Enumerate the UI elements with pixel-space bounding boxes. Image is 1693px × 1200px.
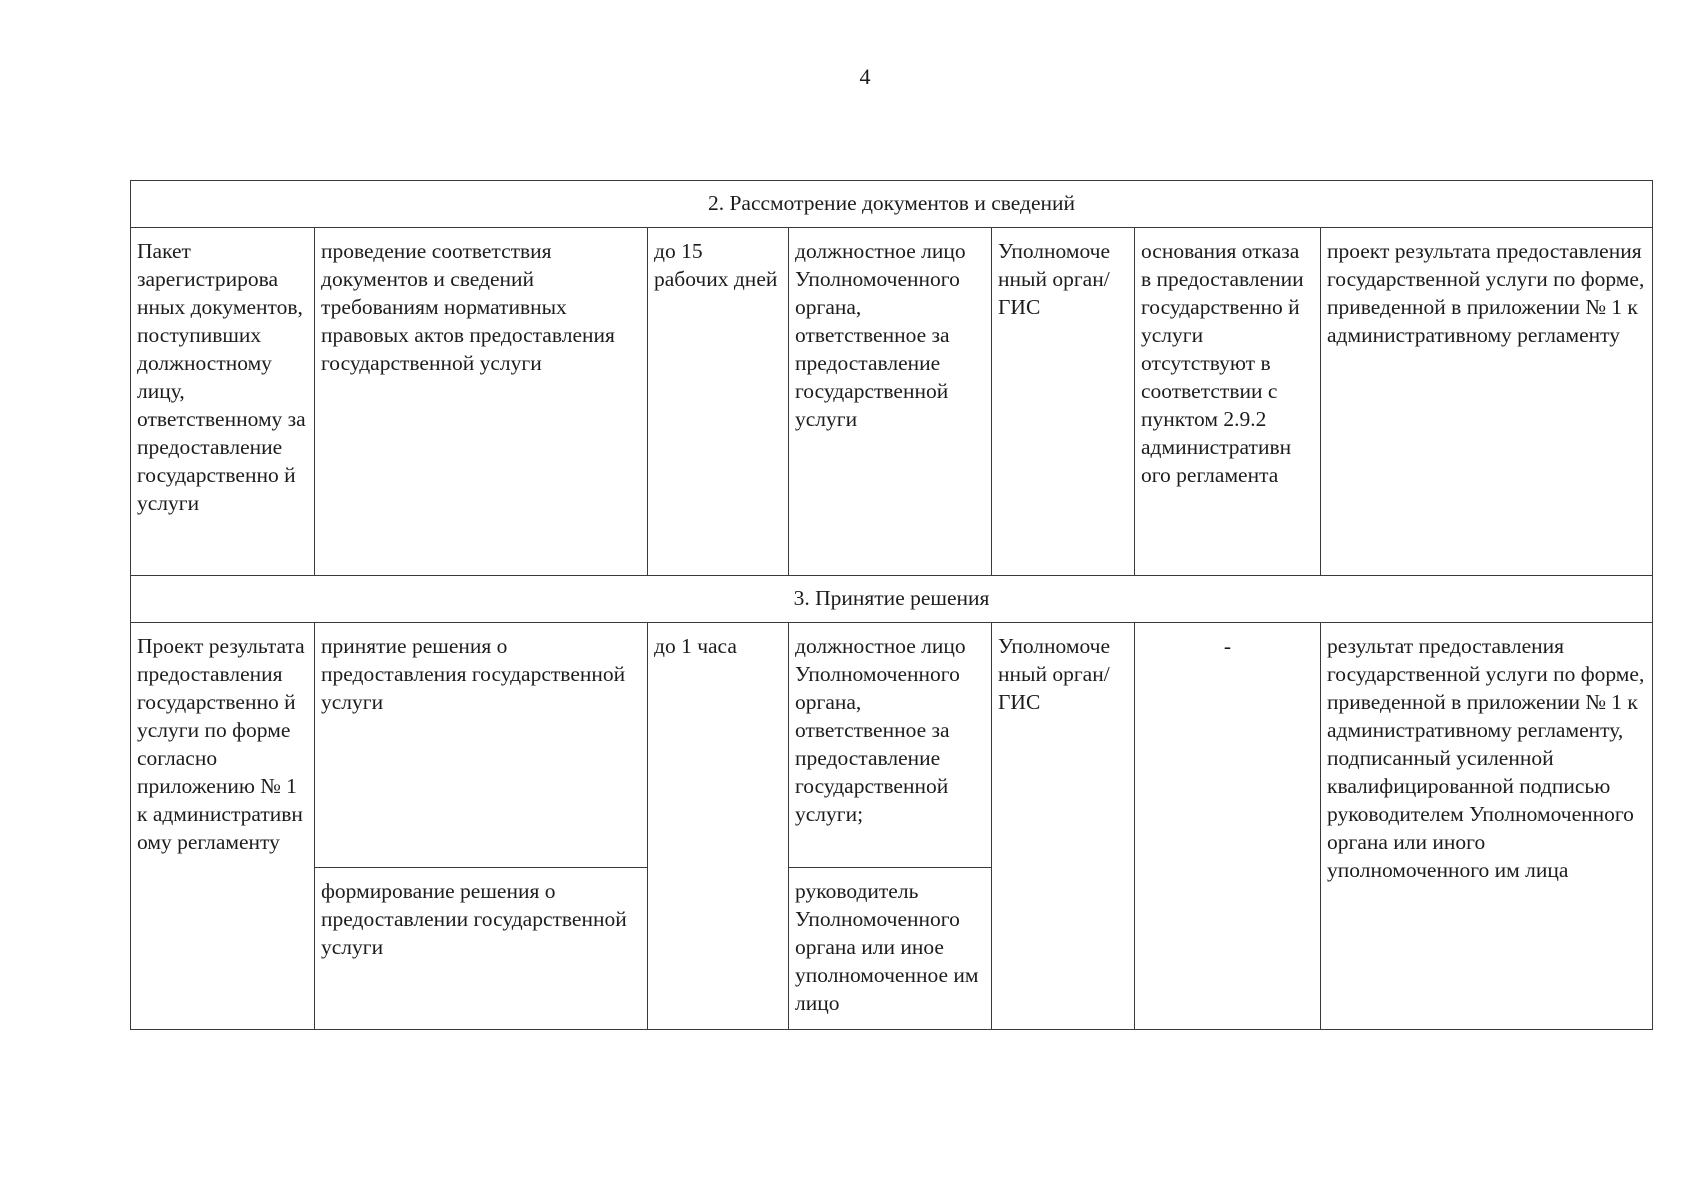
cell-result: проект результата предоставления государственной услуги по форме, приведенной в приложении № 1 к административному регламенту	[1321, 228, 1653, 576]
cell-criteria: -	[1135, 623, 1321, 1030]
cell-basis: Пакет зарегистрирова нных документов, поступивших должностному лицу, ответственному за предоставление государственно й услуги	[131, 228, 315, 576]
cell-result: результат предоставления государственной услуги по форме, приведенной в приложении № 1 к административному регламенту, подписанный усиленной квалифицированной подписью руководителем Уполномоченного органа или иного уполномоченного им лица	[1321, 623, 1653, 1030]
cell-responsible: должностное лицо Уполномоченного органа, ответственное за предоставление государственной услуги	[789, 228, 992, 576]
section-title: 3. Принятие решения	[131, 576, 1653, 623]
cell-criteria: основания отказа в предоставлении государственно й услуги отсутствуют в соответствии с пунктом 2.9.2 административн ого регламента	[1135, 228, 1321, 576]
table-row	[131, 228, 1653, 576]
cell-term: до 1 часа	[648, 623, 789, 1030]
page-number: 4	[859, 64, 871, 89]
cell-action: проведение соответствия документов и сведений требованиям нормативных правовых актов предоставления государственной услуги	[315, 228, 648, 576]
cell-basis: Проект результата предоставления государственно й услуги по форме согласно приложению № 1 к административн ому регламенту	[131, 623, 315, 1030]
cell-place: Уполномоче нный орган/ГИС	[992, 228, 1135, 576]
cell-action: принятие решения о предоставления государственной услуги	[315, 623, 648, 868]
section-header-row	[131, 181, 1653, 228]
cell-responsible: должностное лицо Уполномоченного органа, ответственное за предоставление государственной услуги;	[789, 623, 992, 868]
cell-action: формирование решения о предоставлении государственной услуги	[315, 868, 648, 1030]
cell-place: Уполномоче нный орган/ГИС	[992, 623, 1135, 1030]
section-title: 2. Рассмотрение документов и сведений	[131, 181, 1653, 228]
cell-term: до 15 рабочих дней	[648, 228, 789, 576]
section-header-row	[131, 576, 1653, 623]
cell-responsible: руководитель Уполномоченного органа или иное уполномоченное им лицо	[789, 868, 992, 1030]
table-row	[131, 623, 1653, 868]
procedure-table	[130, 180, 1653, 1030]
